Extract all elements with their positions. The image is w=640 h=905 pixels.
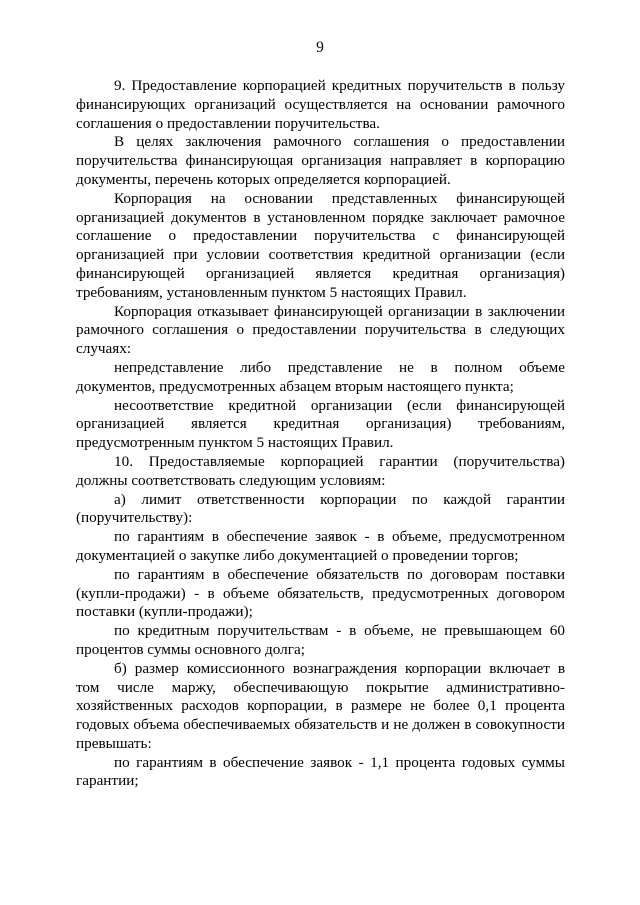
paragraph-commission-bid-guarantees: по гарантиям в обеспечение заявок - 1,1 процента годовых суммы гарантии;: [76, 753, 565, 790]
paragraph-framework-agreement: Корпорация на основании представленных финансирующей организацией документов в установленном порядке заключает рамочное соглашение о предоставлении поручительства с финансирующей организацией при условии соответствия кредитной организации (если финансирующей организацией является кредитная организация) требованиям, установленным пунктом 5 настоящих Правил.: [76, 189, 565, 301]
document-body: [76, 77, 565, 791]
paragraph-10-intro: 10. Предоставляемые корпорацией гарантии (поручительства) должны соответствовать следующим условиям:: [76, 452, 565, 489]
paragraph-limit-bid-guarantees: по гарантиям в обеспечение заявок - в объеме, предусмотренном документацией о закупке либо документацией о проведении торгов;: [76, 528, 565, 564]
paragraph-refusal-cases: Корпорация отказывает финансирующей организации в заключении рамочного соглашения о предоставлении поручительства в следующих случаях:: [76, 302, 565, 358]
paragraph-limit-supply-guarantees: по гарантиям в обеспечение обязательств по договорам поставки (купли-продажи) - в объеме обязательств, предусмотренных договором поставки (купли-продажи);: [76, 565, 565, 621]
paragraph-limit-credit-sureties: по кредитным поручительствам - в объеме, не превышающем 60 процентов суммы основного долга;: [76, 622, 565, 658]
paragraph-refusal-case-2: несоответствие кредитной организации (если финансирующей организацией является кредитная организация) требованиям, предусмотренным пунктом 5 настоящих Правил.: [76, 396, 565, 452]
paragraph-refusal-case-1: непредставление либо представление не в полном объеме документов, предусмотренных абзацем вторым настоящего пункта;: [76, 358, 565, 395]
paragraph-10b-commission: б) размер комиссионного вознаграждения корпорации включает в том числе маржу, обеспечивающую покрытие административно-хозяйственных расходов корпорации, в размере не более 0,1 процента годовых объема обеспечиваемых обязательств и не должен в совокупности превышать:: [76, 659, 565, 752]
paragraph-documents-submission: В целях заключения рамочного соглашения о предоставлении поручительства финансирующая организация направляет в корпорацию документы, перечень которых определяется корпорацией.: [76, 133, 565, 188]
page-number: 9: [316, 39, 324, 56]
paragraph-10a-limit: а) лимит ответственности корпорации по каждой гарантии (поручительству):: [76, 490, 565, 527]
paragraph-9-intro: 9. Предоставление корпорацией кредитных поручительств в пользу финансирующих организаций осуществляется на основании рамочного соглашения о предоставлении поручительства.: [76, 77, 565, 132]
